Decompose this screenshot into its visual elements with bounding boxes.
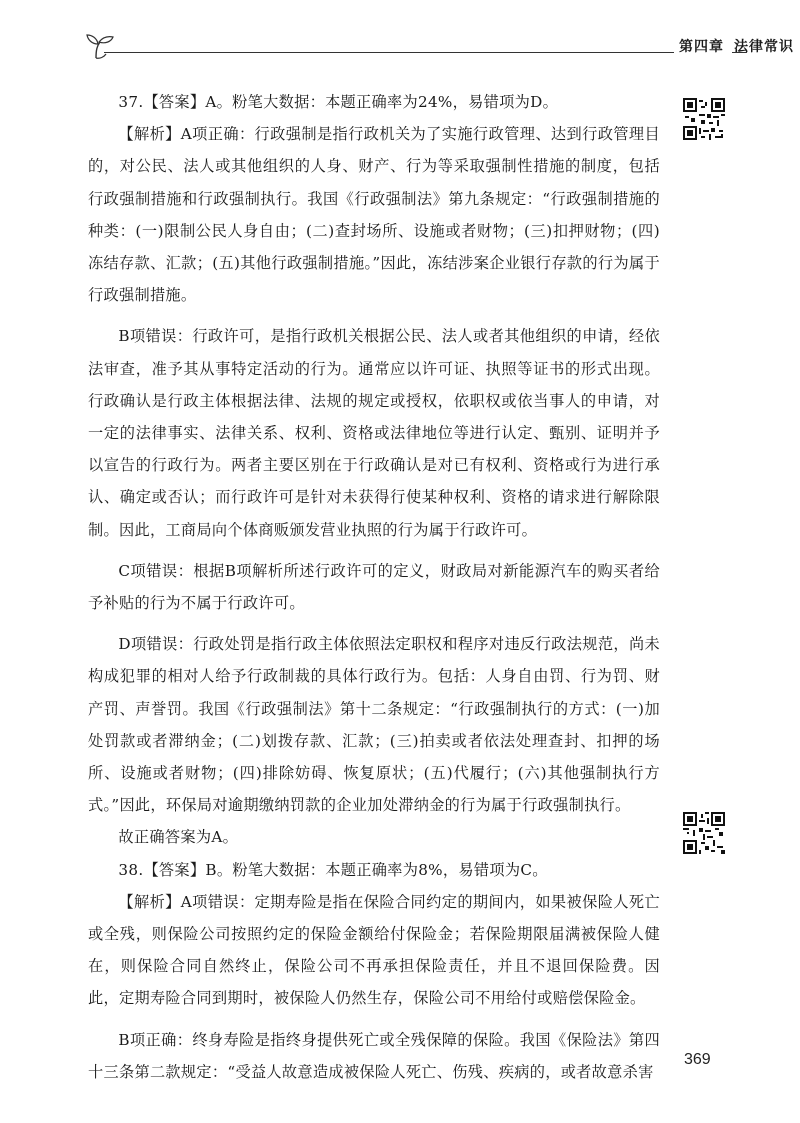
chapter-number: 第四章 <box>679 39 724 55</box>
analysis-37-option-d: D项错误：行政处罚是指行政主体依照法定职权和程序对违反行政法规范，尚未构成犯罪的相对人给予行政制裁的具体行政行为。包括：人身自由罚、行为罚、财产罚、声誉罚。我国《行政强制法》第十二条规定：“行政强制执行的方式：(一)加处罚款或者滞纳金；(二)划拨存款、汇款；(三)拍卖或者依法处理查封、扣押的场所、设施或者财物；(四)排除妨碍、恢复原状；(五)代履行；(六)其他强制执行方式。”因此，环保局对逾期缴纳罚款的企业加处滞纳金的行为属于行政强制执行。 <box>88 635 660 815</box>
section-name: 法律常识 <box>734 39 794 55</box>
running-header <box>82 30 794 60</box>
header-rule <box>104 52 674 53</box>
analysis-37-option-b: B项错误：行政许可，是指行政机关根据公民、法人或者其他组织的申请，经依法审查，准予其从事特定活动的行为。通常应以许可证、执照等证书的形式出现。行政确认是行政主体根据法律、法规的规定或授权，依职权或依当事人的申请，对一定的法律事实、法律关系、权利、资格或法律地位等进行认定、甄别、证明并予以宣告的行政行为。两者主要区别在于行政确认是对已有权利、资格或行为进行承认、确定或否认；而行政许可是针对未获得行使某种权利、资格的请求进行解除限制。因此，工商局向个体商贩颁发营业执照的行为属于行政许可。 <box>88 327 660 539</box>
analysis-37-option-a: 【解析】A项正确：行政强制是指行政机关为了实施行政管理、达到行政管理目的，对公民、法人或其他组织的人身、财产、行为等采取强制性措施的制度，包括行政强制措施和行政强制执行。我国《行政强制法》第九条规定：“行政强制措施的种类：(一)限制公民人身自由；(二)查封场所、设施或者财物；(三)扣押财物；(四)冻结存款、汇款；(五)其他行政强制措施。”因此，冻结涉案企业银行存款的行为属于行政强制措施。 <box>88 125 660 305</box>
document-body <box>88 86 660 1088</box>
qr-code-icon <box>683 98 725 140</box>
chapter-title <box>679 36 794 56</box>
sprout-icon <box>82 30 116 60</box>
header-rule-right <box>732 52 747 53</box>
answer-37-conclusion: 故正确答案为A。 <box>118 828 239 847</box>
analysis-38-option-a: 【解析】A项错误：定期寿险是指在保险合同约定的期间内，如果被保险人死亡或全残，则保险公司按照约定的保险金额给付保险金；若保险期限届满被保险人健在，则保险合同自然终止，保险公司不再承担保险责任，并且不退回保险费。因此，定期寿险合同到期时，被保险人仍然生存，保险公司不用给付或赔偿保险金。 <box>88 892 660 1008</box>
page-number: 369 <box>684 1051 711 1068</box>
answer-38-heading: 38.【答案】B。粉笔大数据：本题正确率为8%，易错项为C。 <box>118 860 548 879</box>
qr-code-icon <box>683 812 725 854</box>
analysis-38-option-b: B项正确：终身寿险是指终身提供死亡或全残保障的保险。我国《保险法》第四十三条第二款规定：“受益人故意造成被保险人死亡、伤残、疾病的，或者故意杀害 <box>88 1030 660 1081</box>
answer-37-heading: 37.【答案】A。粉笔大数据：本题正确率为24%，易错项为D。 <box>118 93 559 111</box>
analysis-37-option-c: C项错误：根据B项解析所述行政许可的定义，财政局对新能源汽车的购买者给予补贴的行为不属于行政许可。 <box>88 561 660 613</box>
